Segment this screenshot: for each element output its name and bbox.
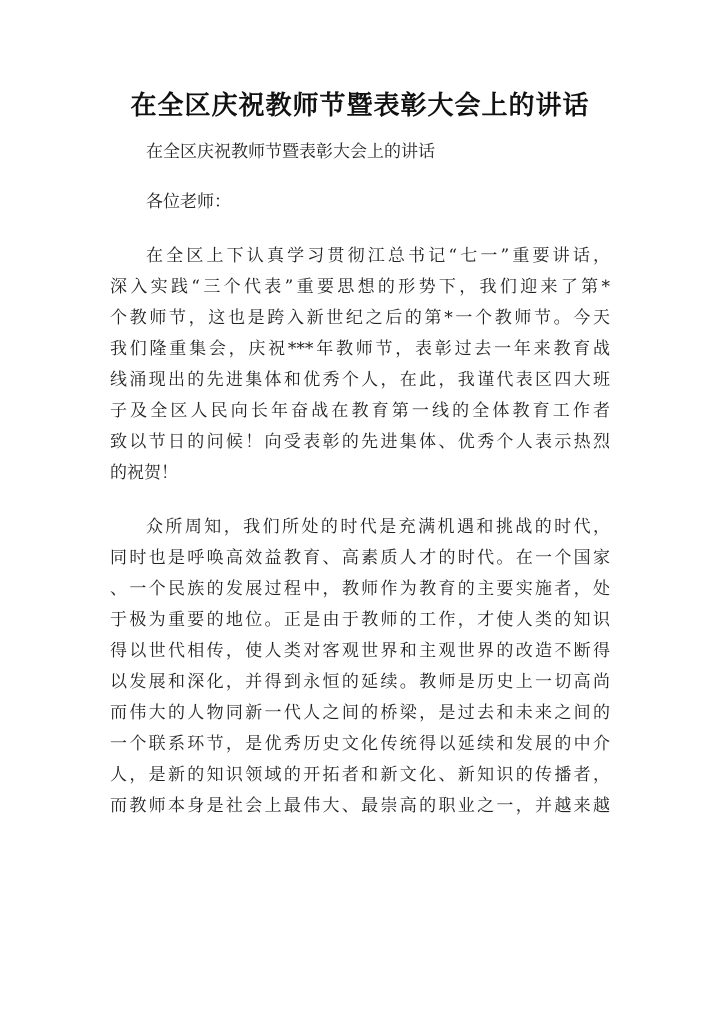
paragraph2-line: 同时也是呼唤高效益教育、高素质人才的时代。在一个国家 <box>110 548 610 568</box>
paragraph1-line: 个教师节，这也是跨入新世纪之后的第*一个教师节。今天 <box>110 308 610 328</box>
paragraph2-line: 、一个民族的发展过程中，教师作为教育的主要实施者，处 <box>110 579 610 599</box>
paragraph1-line: 子及全区人民向长年奋战在教育第一线的全体教育工作者 <box>110 401 610 421</box>
paragraph2-line: 一个联系环节，是优秀历史文化传统得以延续和发展的中介 <box>110 734 610 754</box>
paragraph2-line: 众所周知，我们所处的时代是充满机遇和挑战的时代， <box>146 517 610 537</box>
document-title: 在全区庆祝教师节暨表彰大会上的讲话 <box>130 91 590 121</box>
paragraph1-line: 线涌现出的先进集体和优秀个人，在此，我谨代表区四大班 <box>110 370 610 390</box>
salutation-line: 各位老师： <box>146 192 231 212</box>
paragraph2-line: 而伟大的人物同新一代人之间的桥梁，是过去和未来之间的 <box>110 703 610 723</box>
paragraph1-line: 的祝贺！ <box>110 463 178 483</box>
paragraph2-line: 而教师本身是社会上最伟大、最崇高的职业之一，并越来越 <box>110 796 610 816</box>
paragraph2-line: 于极为重要的地位。正是由于教师的工作，才使人类的知识 <box>110 610 610 630</box>
paragraph2-line: 人，是新的知识领域的开拓者和新文化、新知识的传播者， <box>110 765 610 785</box>
subtitle-line: 在全区庆祝教师节暨表彰大会上的讲话 <box>146 142 435 162</box>
paragraph2-line: 以发展和深化，并得到永恒的延续。教师是历史上一切高尚 <box>110 672 610 692</box>
paragraph1-line: 致以节日的问候！向受表彰的先进集体、优秀个人表示热烈 <box>110 432 610 452</box>
paragraph1-line: 在全区上下认真学习贯彻江总书记“七一”重要讲话， <box>146 246 610 266</box>
paragraph1-line: 我们隆重集会，庆祝***年教师节，表彰过去一年来教育战 <box>110 339 610 359</box>
paragraph2-line: 得以世代相传，使人类对客观世界和主观世界的改造不断得 <box>110 641 610 661</box>
paragraph1-line: 深入实践“三个代表”重要思想的形势下，我们迎来了第* <box>110 277 610 297</box>
